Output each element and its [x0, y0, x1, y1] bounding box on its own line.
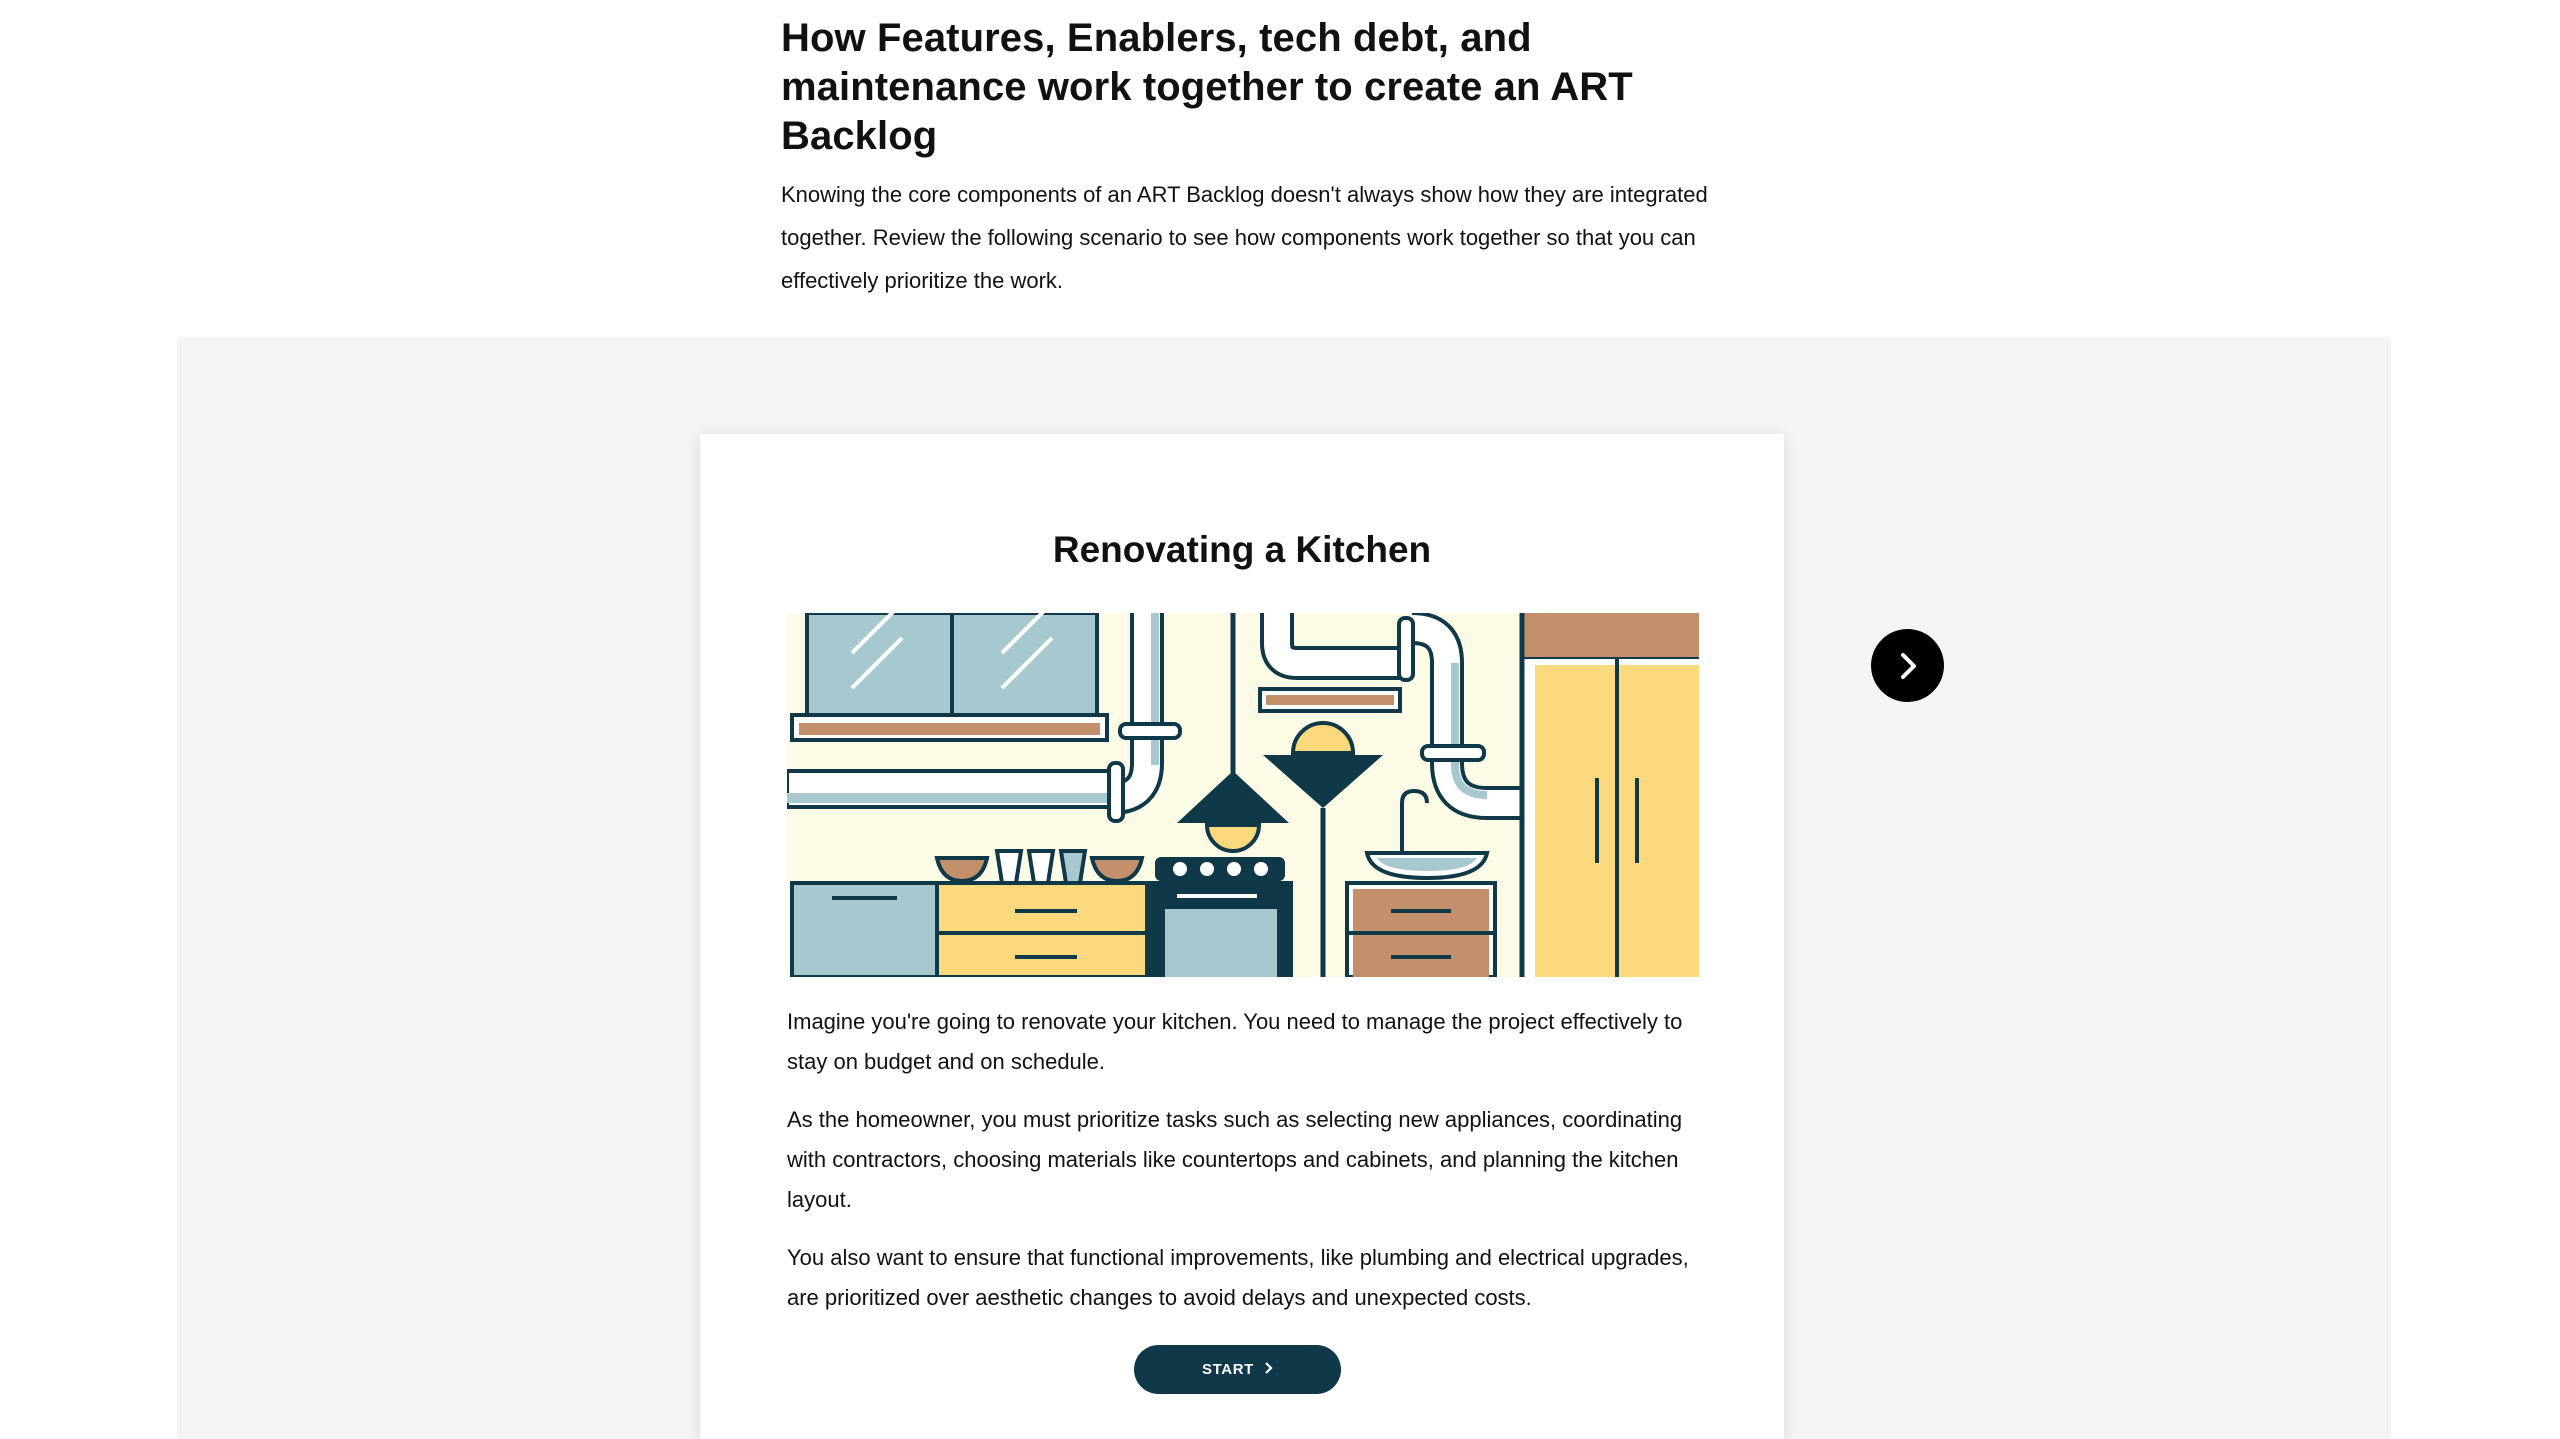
next-slide-button[interactable]	[1871, 629, 1944, 702]
chevron-right-icon	[1896, 651, 1920, 681]
card-paragraph: As the homeowner, you must prioritize tasks such as selecting new appliances, coordinating with contractors, choosing materials like countertops and cabinets, and planning the kitchen layout.	[787, 1107, 1683, 1212]
kitchen-illustration	[787, 613, 1699, 977]
scenario-stage	[177, 337, 2391, 1439]
card-body	[787, 1002, 1717, 1336]
start-button-label: START	[1202, 1361, 1254, 1378]
start-button[interactable]	[1134, 1345, 1341, 1394]
card-paragraph: You also want to ensure that functional improvements, like plumbing and electrical upgrades, are prioritized over aesthetic changes to avoid delays and unexpected costs.	[787, 1245, 1689, 1310]
intro-section	[781, 14, 1731, 302]
page-title: How Features, Enablers, tech debt, and maintenance work together to create an ART Backlog	[781, 16, 1633, 158]
chevron-right-icon	[1264, 1361, 1273, 1378]
scenario-card	[700, 434, 1784, 1439]
card-title: Renovating a Kitchen	[1052, 529, 1432, 570]
card-paragraph: Imagine you're going to renovate your kitchen. You need to manage the project effectively to stay on budget and on schedule.	[787, 1009, 1683, 1074]
intro-description: Knowing the core components of an ART Backlog doesn't always show how they are integrated together. Review the following scenario to see how components work together so that you can effectively prioritize the work.	[781, 182, 1708, 293]
